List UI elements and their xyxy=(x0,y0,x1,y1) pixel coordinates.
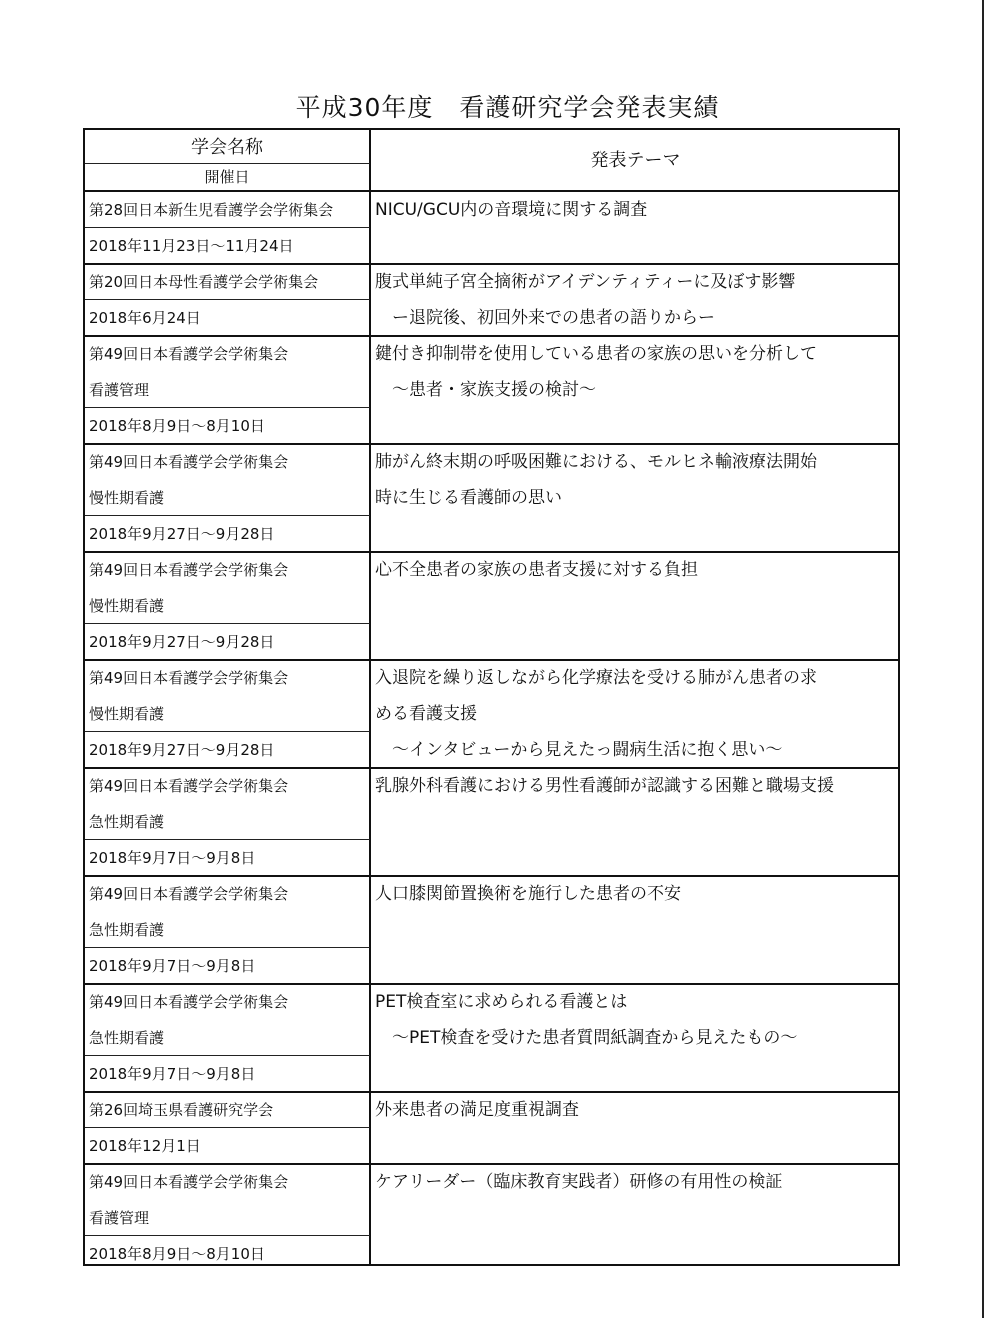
society-name: 第49回日本看護学会学術集会 xyxy=(89,1173,289,1191)
society-section: 看護管理 xyxy=(89,1209,150,1227)
header-society-name: 学会名称 xyxy=(191,137,263,158)
event-date: 2018年9月27日～9月28日 xyxy=(89,633,275,651)
theme-line: 外来患者の満足度重視調査 xyxy=(375,1100,579,1120)
theme-line: PET検査室に求められる看護とは xyxy=(375,992,628,1012)
theme-line: める看護支援 xyxy=(375,704,477,724)
event-date: 2018年9月7日～9月8日 xyxy=(89,1065,256,1083)
header-date: 開催日 xyxy=(204,168,250,186)
page-edge-rule xyxy=(982,0,984,1318)
society-name: 第49回日本看護学会学術集会 xyxy=(89,453,289,471)
theme-line: ー退院後、初回外来での患者の語りからー xyxy=(375,308,715,328)
theme-line: ～患者・家族支援の検討～ xyxy=(375,380,596,400)
society-section: 慢性期看護 xyxy=(89,489,165,507)
event-date: 2018年11月23日～11月24日 xyxy=(89,237,294,255)
header-divider xyxy=(85,163,370,164)
document-title: 平成30年度 看護研究学会発表実績 xyxy=(295,93,720,122)
event-date: 2018年8月9日～8月10日 xyxy=(89,1245,265,1263)
theme-line: 鍵付き抑制帯を使用している患者の家族の思いを分析して xyxy=(375,344,817,364)
society-name: 第49回日本看護学会学術集会 xyxy=(89,561,289,579)
event-date: 2018年8月9日～8月10日 xyxy=(89,417,265,435)
theme-line: ケアリーダー（臨床教育実践者）研修の有用性の検証 xyxy=(375,1172,783,1192)
event-date: 2018年9月27日～9月28日 xyxy=(89,741,275,759)
theme-line: 心不全患者の家族の患者支援に対する負担 xyxy=(375,560,698,580)
society-name: 第20回日本母性看護学会学術集会 xyxy=(89,273,319,291)
society-section: 急性期看護 xyxy=(89,813,165,831)
event-date: 2018年12月1日 xyxy=(89,1137,201,1155)
society-section: 急性期看護 xyxy=(89,1029,165,1047)
society-section: 慢性期看護 xyxy=(89,705,165,723)
theme-line: 乳腺外科看護における男性看護師が認識する困難と職場支援 xyxy=(375,776,834,796)
society-name: 第28回日本新生児看護学会学術集会 xyxy=(89,201,334,219)
theme-line: 時に生じる看護師の思い xyxy=(375,488,562,508)
header-theme: 発表テーマ xyxy=(590,150,681,171)
theme-line: 入退院を繰り返しながら化学療法を受ける肺がん患者の求 xyxy=(375,668,817,688)
theme-line: NICU/GCU内の音環境に関する調査 xyxy=(375,200,648,220)
society-name: 第26回埼玉県看護研究学会 xyxy=(89,1101,274,1119)
theme-line: 人口膝関節置換術を施行した患者の不安 xyxy=(375,884,681,904)
event-date: 2018年9月7日～9月8日 xyxy=(89,849,256,867)
society-name: 第49回日本看護学会学術集会 xyxy=(89,885,289,903)
society-name: 第49回日本看護学会学術集会 xyxy=(89,993,289,1011)
society-section: 看護管理 xyxy=(89,381,150,399)
event-date: 2018年6月24日 xyxy=(89,309,201,327)
theme-line: ～インタビューから見えたっ闘病生活に抱く思い～ xyxy=(375,740,783,760)
event-date: 2018年9月27日～9月28日 xyxy=(89,525,275,543)
event-date: 2018年9月7日～9月8日 xyxy=(89,957,256,975)
society-name: 第49回日本看護学会学術集会 xyxy=(89,777,289,795)
theme-line: ～PET検査を受けた患者質問紙調査から見えたもの～ xyxy=(375,1028,798,1048)
theme-line: 肺がん終末期の呼吸困難における、モルヒネ輸液療法開始 xyxy=(375,452,817,472)
presentation-table xyxy=(83,128,900,1266)
theme-line: 腹式単純子宮全摘術がアイデンティティーに及ぼす影響 xyxy=(375,272,796,292)
society-name: 第49回日本看護学会学術集会 xyxy=(89,669,289,687)
society-section: 慢性期看護 xyxy=(89,597,165,615)
society-name: 第49回日本看護学会学術集会 xyxy=(89,345,289,363)
society-section: 急性期看護 xyxy=(89,921,165,939)
